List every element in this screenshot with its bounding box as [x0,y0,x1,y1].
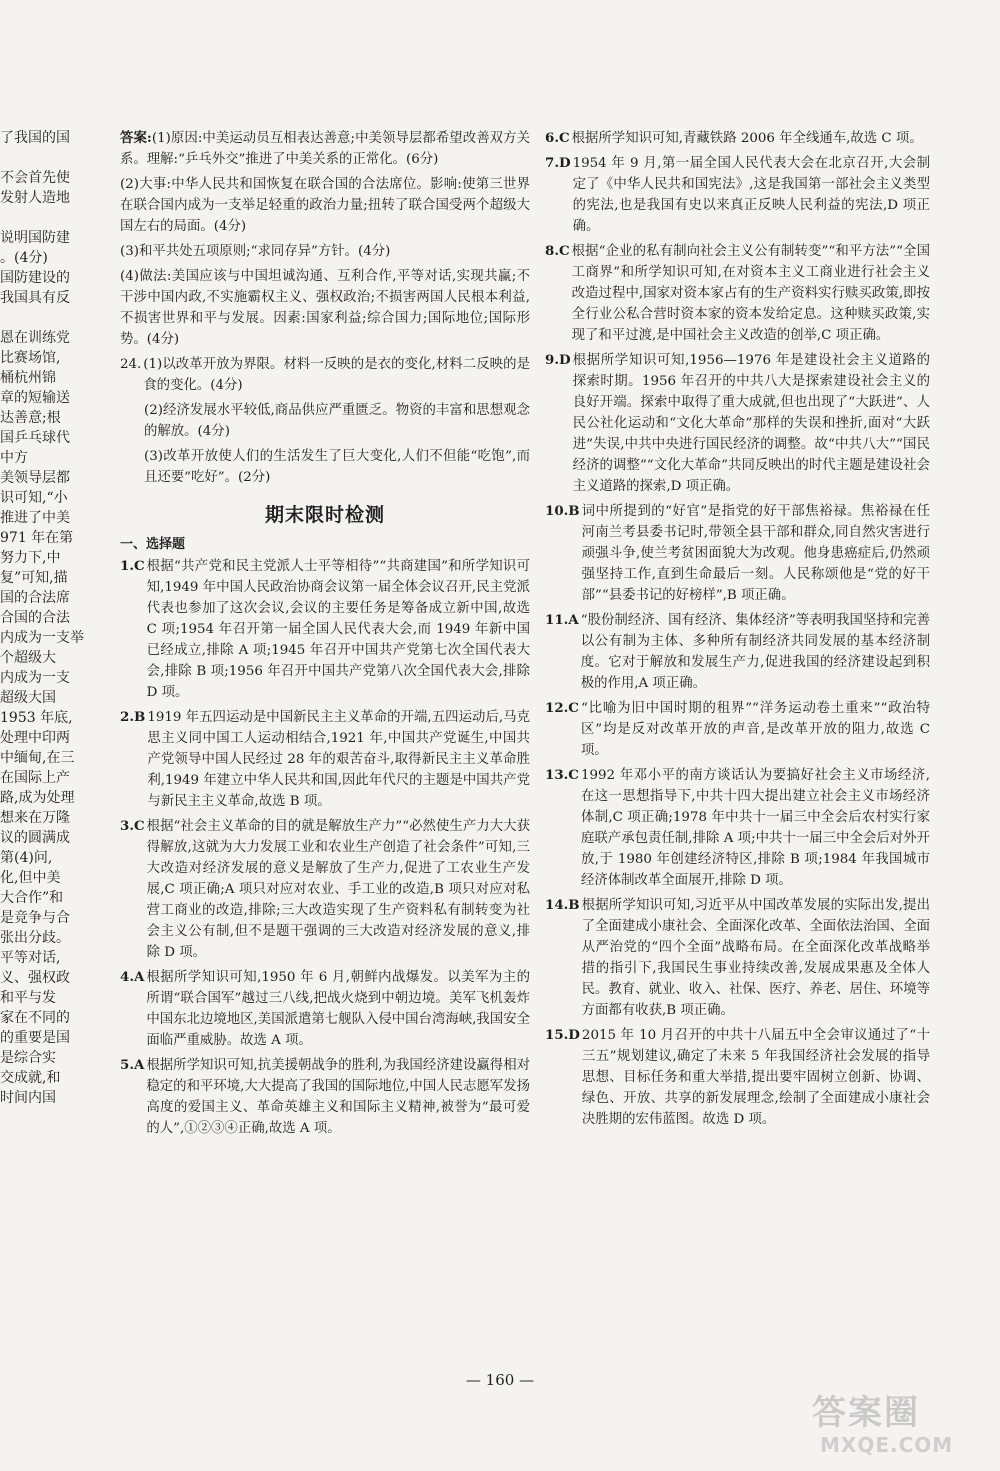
cut-off-text-fragment: 交成就,和 [0,1070,61,1086]
cut-off-text-fragment: 和平与发 [0,990,56,1006]
cut-off-text-fragment: 努力下,中 [0,550,61,566]
cut-off-text-fragment: 张出分歧。 [0,930,70,946]
question-number: 24. [120,357,142,372]
answer-list [120,556,530,1139]
answer-item [120,1055,530,1139]
cut-off-text-fragment: 路,成为处理 [0,790,75,806]
question-24 [120,354,530,396]
answer-explanation: 1992 年邓小平的南方谈话认为要搞好社会主义市场经济,在这一思想指导下,中共十四大提出建立社会主义市场经济体制,C 项正确;1978 年中共十一届三中全会后农村实行家庭联产承包责任制,排除 A 项;中共十一届三中全会后对外开放,于 1980 年创建经济特区,排除 B 项;1984 年我国城市经济体制改革全面展开,排除 D 项。 [580,768,930,888]
question-24-part: (2)经济发展水平较低,商品供应严重匮乏。物资的丰富和思想观念的解放。(4分) [144,403,530,439]
answer-item [545,128,930,149]
answer-number: 12.C [545,700,579,716]
cut-off-text-fragment: 国的合法席 [0,590,70,606]
answer-label: 答案: [120,130,152,146]
cut-off-text-fragment: 。(4分) [0,250,48,266]
cut-off-text-fragment: 议的圆满成 [0,830,70,846]
answer-paragraph [120,128,530,170]
cut-off-text-fragment: 我国具有反 [0,290,70,306]
cut-off-text-fragment: 想来在万隆 [0,810,70,826]
cut-off-text-fragment: 了我国的国 [0,130,70,146]
answer-explanation: 词中所提到的“好官”是指党的好干部焦裕禄。焦裕禄在任河南兰考县委书记时,带领全县干部和群众,同自然灾害进行顽强斗争,使兰考贫困面貌大为改观。他身患癌症后,仍然顽强坚持工作,直到生命最后一刻。人民称颂他是“党的好干部”“县委书记的好榜样”,B 项正确。 [581,504,930,603]
cut-off-text-fragment: 的重要是国 [0,1030,70,1046]
answer-number: 7.D [545,155,571,171]
question-24-part: (3)改革开放使人们的生活发生了巨大变化,人们不但能“吃饱”,而且还要“吃好”。(2分) [144,449,530,485]
cut-off-text-fragment: 国乒乓球代 [0,430,70,446]
answer-item [545,501,930,606]
section-title: 期末限时检测 [264,504,385,526]
answer-paragraph: (4)做法:美国应该与中国坦诚沟通、互利合作,平等对话,实现共赢;不干涉中国内政,不实施霸权主义、强权政治;不损害两国人民根本利益,不损害世界和平与发展。因素:国家利益;综合国力;国际地位;国际形势。(4分) [120,269,530,347]
answer-explanation: 1919 年五四运动是中国新民主主义革命的开端,五四运动后,马克思主义同中国工人运动相结合,1921 年,中国共产党诞生,中国共产党领导中国人民经过 28 年的艰苦奋斗,取得新民主主义革命胜利,1949 年建立中华人民共和国,因此年代尺的主题是中国共产党与新民主主义革命,故选 B 项。 [147,710,530,809]
cut-off-text-fragment: 义、强权政 [0,970,70,986]
answer-number: 9.D [545,352,571,368]
answer-number: 5.A [120,1057,145,1073]
cut-off-text-fragment: 达善意;根 [0,410,61,426]
answer-explanation: 根据所学知识可知,抗美援朝战争的胜利,为我国经济建设赢得相对稳定的和平环境,大大提高了我国的国际地位,中国人民志愿军发扬高度的爱国主义、革命英雄主义和国际主义精神,被誉为“最可爱的人”,①②③④正确,故选 A 项。 [146,1058,530,1136]
answer-number: 14.B [545,897,580,913]
cut-off-text-fragment: 美领导层都 [0,470,70,486]
cut-off-text-fragment: 内成为一支举 [0,630,84,646]
answer-explanation: 根据“共产党和民主党派人士平等相待”“共商建国”和所学知识可知,1949 年中国人民政治协商会议第一届全体会议召开,民主党派代表也参加了这次会议,会议的主要任务是筹备成立新中国,故选 C 项;1954 年召开第一届全国人民代表大会,而 1949 年新中国已经成立,排除 A 项;1945 年召开中国共产党第七次全国代表大会,排除 B 项;1956 年召开中国共产党第八次全国代表大会,排除 D 项。 [146,559,530,700]
answer-item [545,698,930,761]
cut-off-text-fragment: 时间内国 [0,1090,56,1106]
cut-off-text-fragment: 化,但中美 [0,870,61,886]
answer-number: 8.C [545,243,570,259]
cut-off-text-fragment: 桶杭州锦 [0,370,56,386]
answer-item [545,350,930,497]
answer-explanation: 2015 年 10 月召开的中共十八届五中全会审议通过了“十三五”规划建议,确定了未来 5 年我国经济社会发展的指导思想、目标任务和重大举措,提出要牢固树立创新、协调、绿色、开放、共享的新发展理念,绘制了全面建成小康社会决胜期的宏伟蓝图。故选 D 项。 [581,1028,930,1127]
cut-off-text-fragment: 识可知,“小 [0,490,68,506]
question-text: (1)以改革开放为界限。材料一反映的是衣的变化,材料二反映的是食的变化。(4分) [143,357,530,393]
cut-off-text-fragment: 不会首先使 [0,170,70,186]
cut-off-text-fragment: 合国的合法 [0,610,70,626]
answer-item [545,610,930,694]
cut-off-text-fragment: 在国际上产 [0,770,70,786]
cut-off-text-fragment: 发射人造地 [0,190,70,206]
cut-off-text-fragment: 中方 [0,450,28,466]
cut-off-text-fragment: 推进了中美 [0,510,70,526]
page-number: — 160 — [465,1371,535,1389]
answer-number: 3.C [120,818,145,834]
answer-number: 4.A [120,969,145,985]
answer-explanation: 根据所学知识可知,习近平从中国改革发展的实际出发,提出了全面建成小康社会、全面深化改革、全面依法治国、全面从严治党的“四个全面”战略布局。在全面深化改革战略举措的指引下,我国民生事业持续改善,发展成果惠及全体人民。教育、就业、收入、社保、医疗、养老、居住、环境等方面都有收获,B 项正确。 [581,898,930,1018]
cut-off-text-fragment: 国防建设的 [0,270,70,286]
section-subtitle: 一、选择题 [120,537,186,552]
answer-number: 2.B [120,709,146,725]
cut-off-text-fragment: 大合作”和 [0,890,64,906]
answer-explanation: “比喻为旧中国时期的租界”“洋务运动卷土重来”“政治特区”均是反对改革开放的声音,是改革开放的阻力,故选 C 项。 [580,701,930,758]
cut-off-text-fragment: 章的短输送 [0,390,70,406]
answer-item [120,556,530,703]
cut-off-text-fragment: 971 年在第 [0,530,74,546]
answer-number: 10.B [545,503,580,519]
answer-item [545,765,930,891]
middle-column [120,128,530,1143]
answer-item [545,1025,930,1130]
cut-off-text-fragment: 超级大国 [0,690,56,706]
cut-off-text-fragment [0,208,112,228]
left-column-fragments [0,128,112,1108]
answer-list [545,128,930,1130]
cut-off-text-fragment: 内成为一支 [0,670,70,686]
answer-explanation: 根据“企业的私有制向社会主义公有制转变”“和平方法”“全国工商界”和所学知识可知,在对资本主义工商业进行社会主义改造过程中,国家对资本家占有的生产资料实行赎买政策,即按全行业公私合营时资本家的资本发给定息。这种赎买政策,实现了和平过渡,是中国社会主义改造的创举,C 项正确。 [571,244,930,343]
answer-item [120,707,530,812]
answer-explanation: “股份制经济、国有经济、集体经济”等表明我国坚持和完善以公有制为主体、多种所有制经济共同发展的基本经济制度。它对于解放和发展生产力,促进我国的经济建设起到积极的作用,A 项正确。 [580,613,930,691]
answer-explanation: 根据“社会主义革命的目的就是解放生产力”“必然使生产力大大获得解放,这就为大力发展工业和农业生产创造了社会条件”可知,三大改造对经济发展的意义是解放了生产力,促进了工农业生产发展,C 项正确;A 项只对应对农业、手工业的改造,B 项只对应对私营工商业的改造,排除;三大改造实现了生产资料私有制转变为社会主义公有制,但不是题干强调的三大改造对经济发展的意义,排除 D 项。 [146,819,530,960]
answer-number: 15.D [545,1027,580,1043]
cut-off-text-fragment: 1953 年底, [0,710,73,726]
answer-item [120,967,530,1051]
answer-paragraph: (3)和平共处五项原则;“求同存异”方针。(4分) [120,244,391,259]
answer-explanation: 根据所学知识可知,青藏铁路 2006 年全线通车,故选 C 项。 [571,131,923,146]
cut-off-text-fragment: 恩在训练党 [0,330,70,346]
cut-off-text-fragment: 是综合实 [0,1050,56,1066]
cut-off-text-fragment: 中缅甸,在三 [0,750,75,766]
cut-off-text-fragment: 比赛场馆, [0,350,61,366]
answer-explanation: 1954 年 9 月,第一届全国人民代表大会在北京召开,大会制定了《中华人民共和国宪法》,这是我国第一部社会主义类型的宪法,也是我国有史以来真正反映人民利益的宪法,D 项正确。 [572,156,930,234]
cut-off-text-fragment: 是竞争与合 [0,910,70,926]
watermark-logo [812,1385,992,1465]
answer-number: 13.C [545,767,579,783]
cut-off-text-fragment: 处理中印两 [0,730,70,746]
cut-off-text-fragment: 第(4)问, [0,850,53,866]
answer-number: 6.C [545,130,570,146]
watermark-url: MXQE.COM [820,1433,954,1457]
answer-number: 11.A [545,612,579,628]
right-column [545,128,930,1134]
answer-text: (1)原因:中美运动员互相表达善意;中美领导层都希望改善双方关系。理解:“乒乓外交”推进了中美关系的正常化。(6分) [120,131,530,167]
answer-item [545,153,930,237]
answer-item [545,895,930,1021]
cut-off-text-fragment: 复”可知,描 [0,570,68,586]
cut-off-text-fragment: 平等对话, [0,950,61,966]
cut-off-text-fragment: 说明国防建 [0,230,70,246]
cut-off-text-fragment: 个超级大 [0,650,56,666]
answer-paragraph: (2)大事:中华人民共和国恢复在联合国的合法席位。影响:使第三世界在联合国内成为一支举足轻重的政治力量;扭转了联合国受两个超级大国左右的局面。(4分) [120,177,530,234]
answer-number: 1.C [120,558,145,574]
answer-item [545,241,930,346]
answer-explanation: 根据所学知识可知,1956—1976 年是建设社会主义道路的探索时期。1956 年召开的中共八大是探索建设社会主义的良好开端。探索中取得了重大成就,但也出现了“大跃进”、人民公社化运动和“文化大革命”那样的失误和挫折,面对“大跃进”失误,中共中央进行国民经济的调整。故“中共八大”“国民经济的调整”“文化大革命”共同反映出的时代主题是建设社会主义道路的探索,D 项正确。 [572,353,930,494]
cut-off-text-fragment [0,308,112,328]
answer-item [120,816,530,963]
cut-off-text-fragment [0,148,112,168]
answer-explanation: 根据所学知识可知,1950 年 6 月,朝鲜内战爆发。以美军为主的所谓“联合国军”越过三八线,把战火烧到中朝边境。美军飞机轰炸中国东北边境地区,美国派遣第七舰队入侵中国台湾海峡,我国安全面临严重威胁。故选 A 项。 [146,970,530,1048]
cut-off-text-fragment: 家在不同的 [0,1010,70,1026]
watermark-text: 答案圈 [812,1393,920,1433]
